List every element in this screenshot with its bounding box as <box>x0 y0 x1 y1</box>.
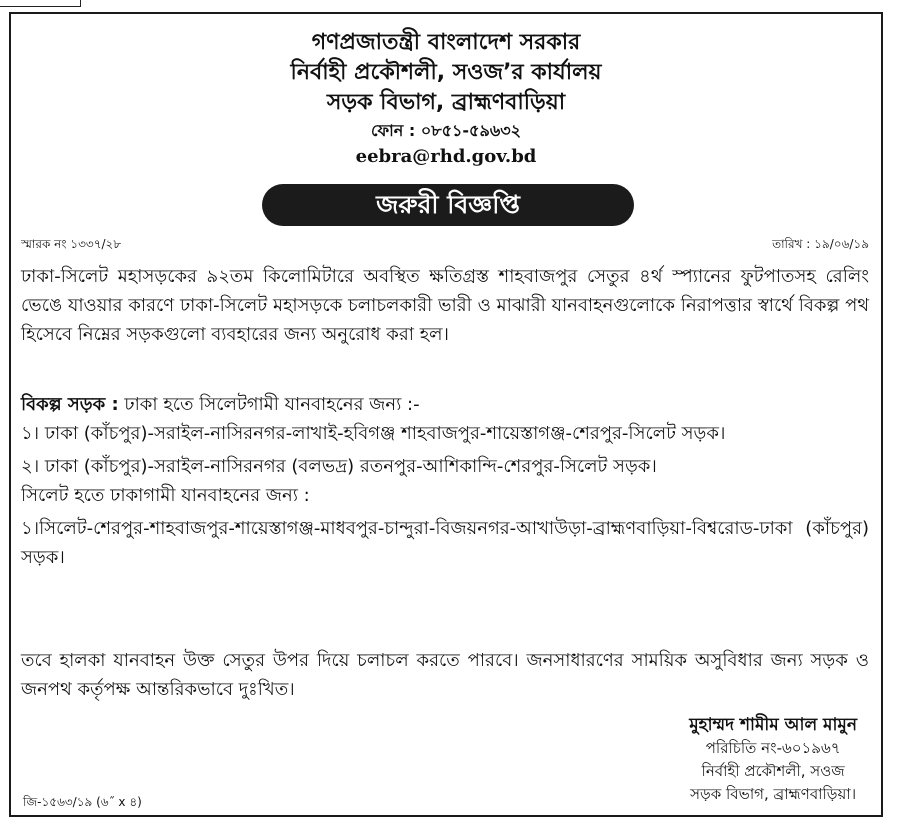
intro-paragraph: ঢাকা-সিলেট মহাসড়কের ৯২তম কিলোমিটারে অবস্থিত ক্ষতিগ্রস্ত শাহবাজপুর সেতুর ৪র্থ স্প্যানের ফুটপাতসহ রেলিং ভেঙে যাওয়ার কারণে ঢাকা-সিলেট মহাসড়কে চলাচলকারী ভারী ও মাঝারী যানবাহনগুলোকে নিরাপত্তার স্বার্থে বিকল্প পথ হিসেবে নিম্নের সড়কগুলো ব্যবহারের জন্য অনুরোধ করা হল। <box>21 266 869 345</box>
sylhet-routes-heading: সিলেট হতে ঢাকাগামী যানবাহনের জন্য : <box>21 485 310 506</box>
signatory-id: পরিচিতি নং-৬০১৯৬৭ <box>705 739 841 757</box>
government-title: গণপ্রজাতন্ত্রী বাংলাদেশ সরকার <box>311 30 581 55</box>
email-address: eebra@rhd.gov.bd <box>355 146 537 167</box>
office-name: নির্বাহী প্রকৌশলী, সওজ’র কার্যালয় <box>290 60 602 85</box>
alternate-routes <box>21 390 869 572</box>
signatory-office: সড়ক বিভাগ, ব্রাহ্মণবাড়িয়া। <box>690 785 857 803</box>
routes-heading-direction: ঢাকা হতে সিলেটগামী যানবাহনের জন্য :- <box>118 394 420 415</box>
route-item: ২। ঢাকা (কাঁচপুর)-সরাইল-নাসিরনগর (বলভদ্র) রতনপুর-আশিকান্দি-শেরপুর-সিলেট সড়ক। <box>21 456 657 477</box>
top-crop-line <box>0 0 900 8</box>
office-header <box>11 28 881 170</box>
notice-date: তারিখ : ১৯/০৬/১৯ <box>772 237 869 251</box>
urgent-notice-banner <box>262 184 634 226</box>
signatory-name: মুহাম্মদ শামীম আল মামুন <box>689 715 857 735</box>
g-code: জি-১৫৬৩/১৯ (৬˝ x ৪) <box>23 795 142 809</box>
routes-heading-label: বিকল্প সড়ক : <box>21 394 119 415</box>
routes-heading <box>21 390 869 419</box>
signature-block <box>689 714 857 806</box>
phone-number: ফোন : ০৮৫১-৫৯৬৩২ <box>370 121 522 140</box>
banner-title: জরুরী বিজ্ঞপ্তি <box>376 190 520 219</box>
route-item: ১। ঢাকা (কাঁচপুর)-সরাইল-নাসিরনগর-লাখাই-হবিগঞ্জ শাহবাজপুর-শায়েস্তাগঞ্জ-শেরপুর-সিলেট সড়ক। <box>21 423 726 444</box>
notice-frame <box>9 12 883 817</box>
signatory-designation: নির্বাহী প্রকৌশলী, সওজ <box>701 762 845 780</box>
route-item: ১।সিলেট-শেরপুর-শাহবাজপুর-শায়েস্তাগঞ্জ-মাধবপুর-চান্দুরা-বিজয়নগর-আখাউড়া-ব্রাহ্মণবাড়িয়া-বিশ্বরোড-ঢাকা (কাঁচপুর) সড়ক। <box>21 518 869 568</box>
memo-number: স্মারক নং ১৩৩৭/২৮ <box>21 237 122 251</box>
crop-mark <box>0 0 81 7</box>
closing-paragraph: তবে হালকা যানবাহন উক্ত সেতুর উপর দিয়ে চলাচল করতে পারবে। জনসাধারণের সাময়িক অসুবিধার জন্য সড়ক ও জনপথ কর্তৃপক্ষ আন্তরিকভাবে দুঃখিত। <box>21 650 869 700</box>
division-name: সড়ক বিভাগ, ব্রাহ্মণবাড়িয়া <box>326 90 566 115</box>
